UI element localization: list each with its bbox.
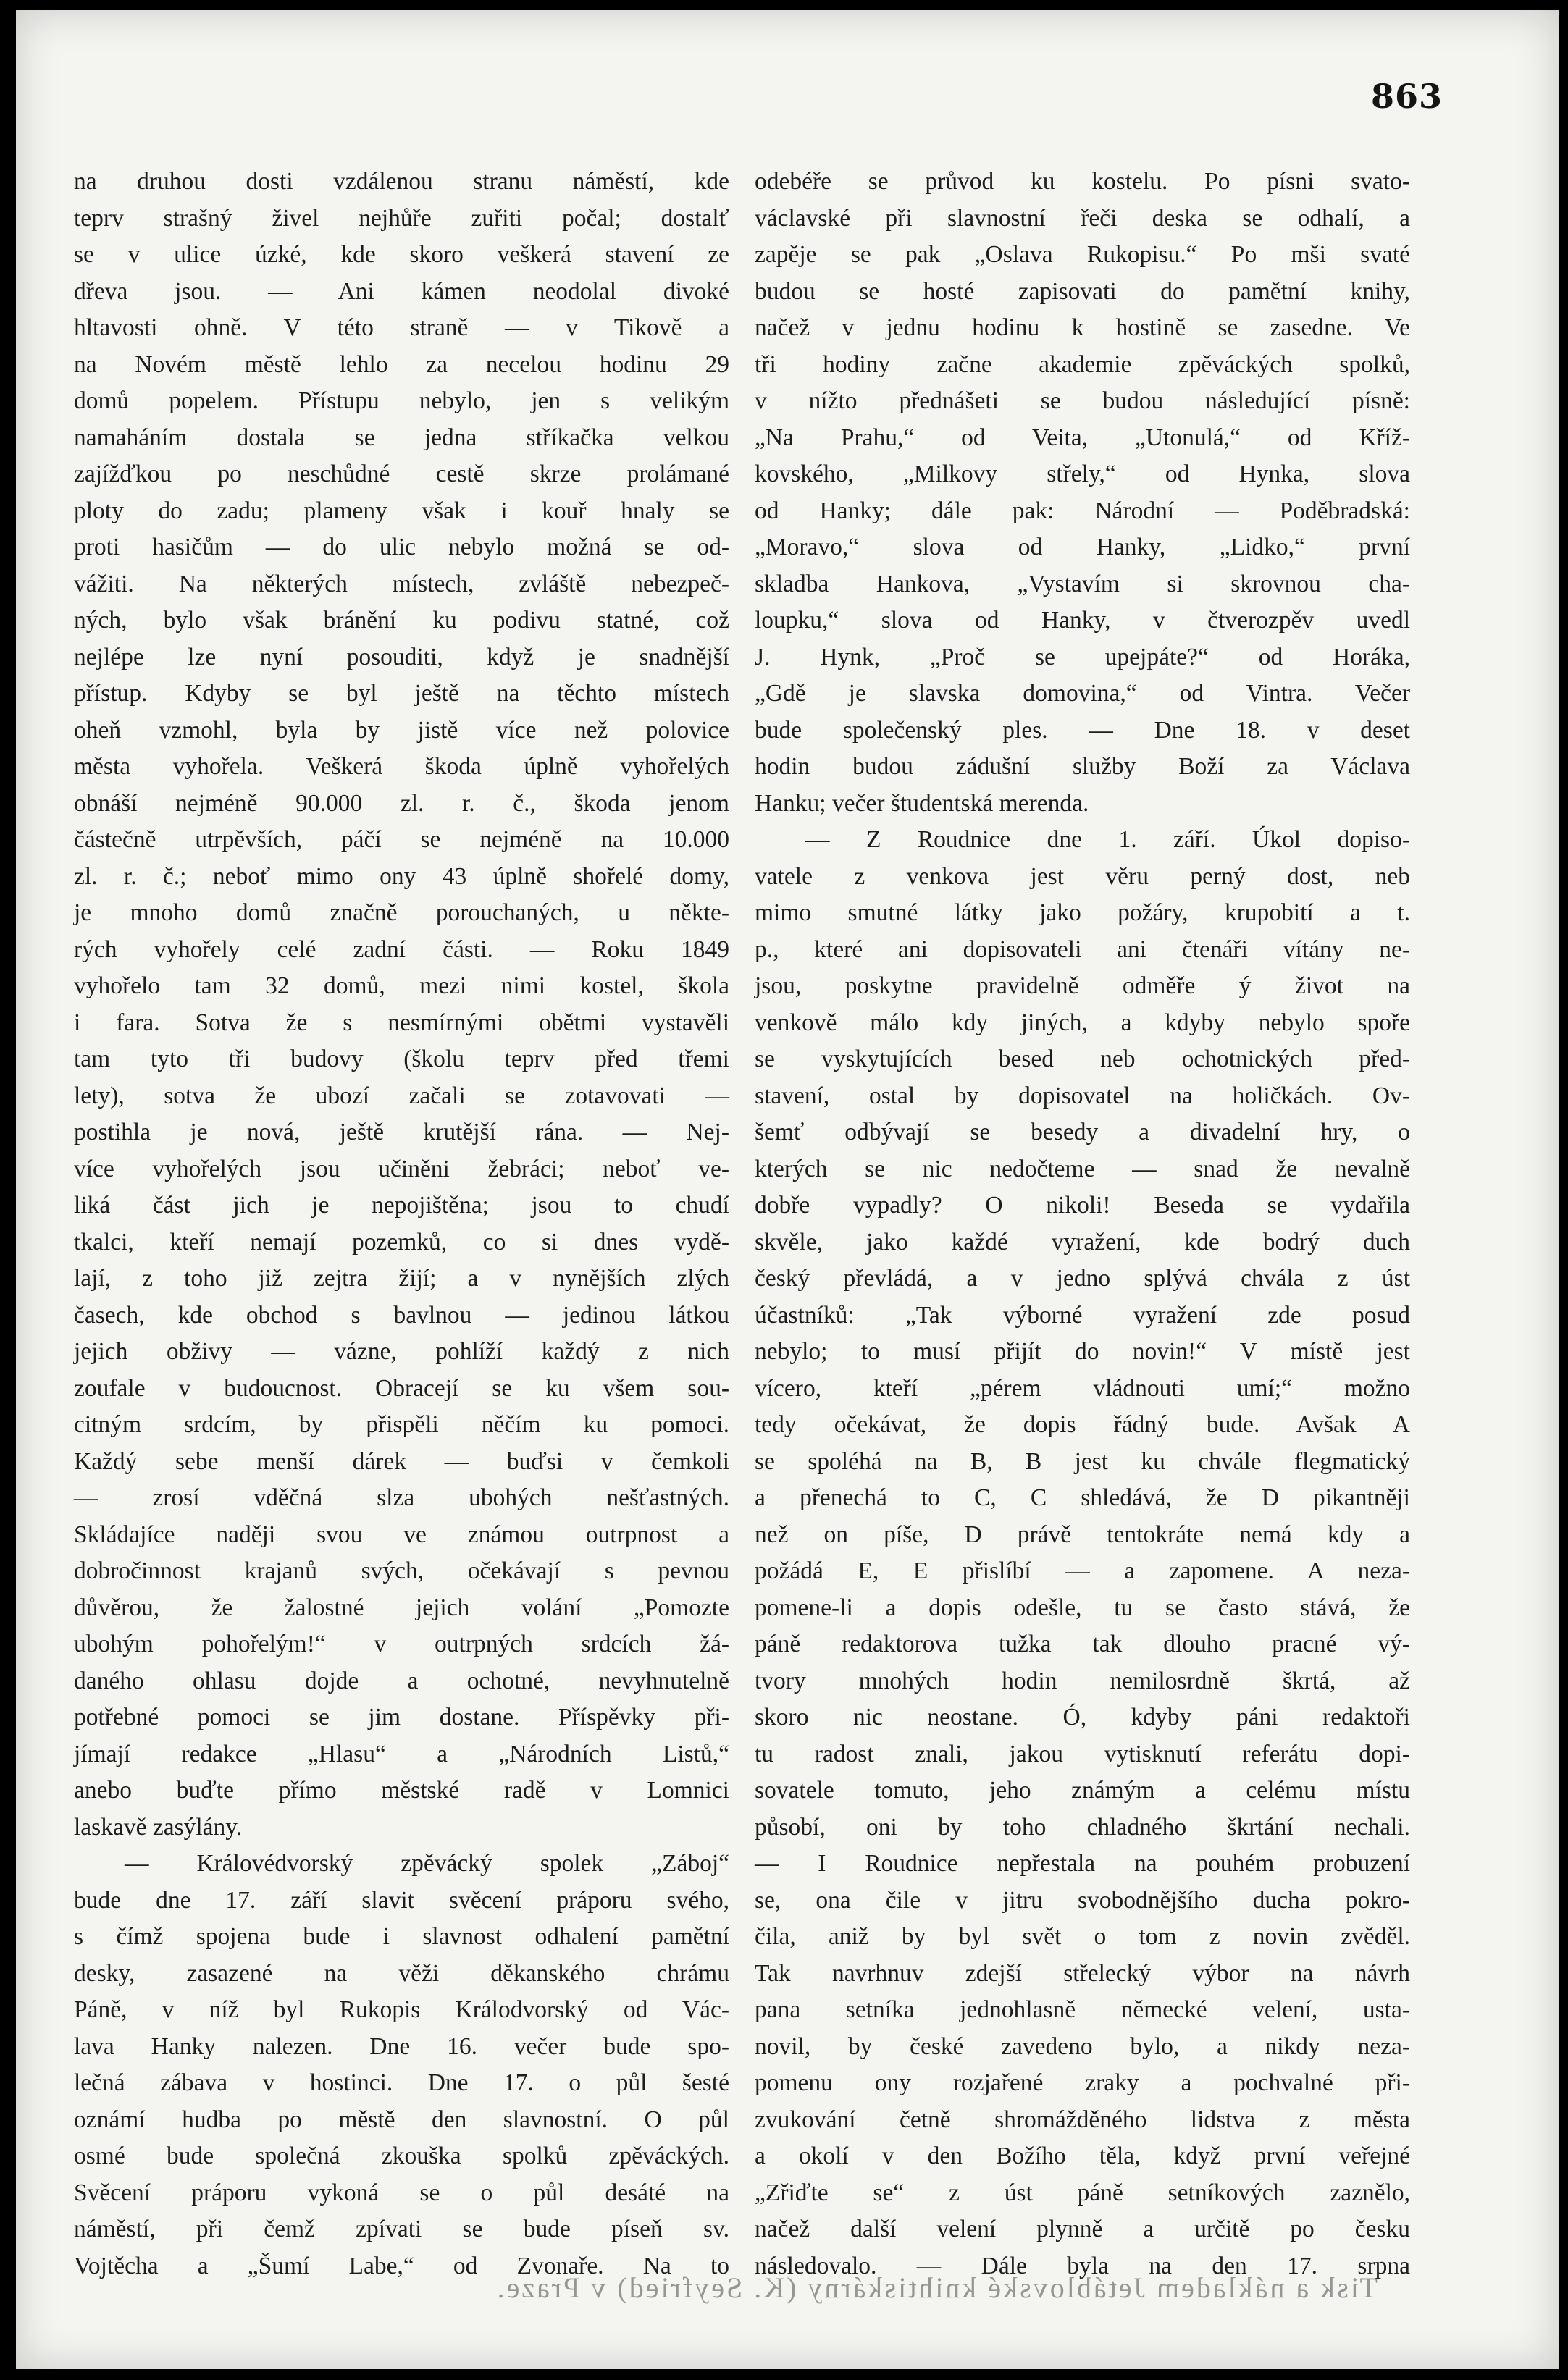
text-line: anebo buďte přímo městské radě v Lomnici	[74, 1777, 729, 1804]
text-line: než on píše, D právě tentokráte nemá kdy a	[755, 1521, 1410, 1548]
text-line: Skládajíce naději svou ve známou outrpnost a	[74, 1521, 729, 1548]
text-line: český převládá, a v jedno splývá chvála z úst	[755, 1265, 1410, 1292]
text-line: dobročinnost krajanů svých, očekávají s pevnou	[74, 1557, 729, 1584]
text-line: hltavosti ohně. V této straně — v Tikově a	[74, 314, 729, 341]
text-line: skoro nic neostane. Ó, kdyby páni redaktoři	[755, 1704, 1410, 1731]
text-line: se, ona čile v jitru svobodnějšího ducha pokro-	[755, 1886, 1410, 1914]
text-line: odebéře se průvod ku kostelu. Po písni svato-	[755, 168, 1410, 195]
text-line: zoufale v budoucnost. Obracejí se ku všem sou-	[74, 1374, 729, 1402]
text-line: p., které ani dopisovateli ani čtenáři vítány ne-	[755, 935, 1410, 963]
text-line: domů popelem. Přístupu nebylo, jen s velikým	[74, 387, 729, 414]
text-line: vyhořelo tam 32 domů, mezi nimi kostel, škola	[74, 972, 729, 999]
text-line: — I Roudnice nepřestala na pouhém probuzení	[755, 1850, 1410, 1877]
text-line: novil, by české zavedeno bylo, a nikdy neza-	[755, 2032, 1410, 2060]
text-line: zvukování četně shromážděného lidstva z města	[755, 2106, 1410, 2133]
text-line: částečně utrpěvších, páčí se nejméně na 10.000	[74, 826, 729, 853]
text-line: tvory mnohých hodin nemilosrdně škrtá, až	[755, 1667, 1410, 1694]
text-line: pomenu ony rozjařené zraky a pochvalné při-	[755, 2069, 1410, 2096]
text-line: tedy očekávat, že dopis řádný bude. Avšak A	[755, 1411, 1410, 1438]
text-line: kterých se nic nedočteme — snad že nevalně	[755, 1155, 1410, 1182]
text-line: osmé bude společná zkouška spolků zpěváckých.	[74, 2143, 729, 2169]
text-line: tu radost znali, jakou vytisknutí referátu dopi-	[755, 1740, 1410, 1767]
text-line: ploty do zadu; plameny však i kouř hnaly se	[74, 497, 729, 524]
text-line: účastníků: „Tak výborné vyražení zde posud	[755, 1301, 1410, 1329]
text-line: bude společenský ples. — Dne 18. v deset	[755, 716, 1410, 744]
text-line: důvěrou, že žalostné jejich volání „Pomozte	[74, 1594, 729, 1621]
text-line: zajížďkou po neschůdné cestě skrze prolámané	[74, 461, 729, 487]
text-line: náměstí, při čemž zpívati se bude píseň sv.	[74, 2216, 729, 2242]
text-line: páně redaktorova tužka tak dlouho pracné vý-	[755, 1631, 1410, 1657]
text-line: tam tyto tři budovy (školu teprv před třemi	[74, 1046, 729, 1072]
text-line: se spoléhá na B, B jest ku chvále flegmatický	[755, 1447, 1410, 1475]
text-line: potřebné pomoci se jim dostane. Příspěvky při-	[74, 1704, 729, 1731]
text-line: loupku,“ slova od Hanky, v čtverozpěv uvedl	[755, 607, 1410, 634]
text-line: budou se hosté zapisovati do pamětní knihy,	[755, 277, 1410, 305]
text-line: pana setníka jednohlasně německé velení, usta-	[755, 1996, 1410, 2023]
text-line: Hanku; večer študentská merenda.	[755, 789, 1089, 817]
text-line: „Moravo,“ slova od Hanky, „Lidko,“ první	[755, 534, 1410, 560]
text-line: načež další velení plynně a určitě po česku	[755, 2216, 1410, 2242]
text-line: šemť odbývají se besedy a divadelní hry, o	[755, 1119, 1410, 1145]
text-line: tři hodiny začne akademie zpěváckých spolků,	[755, 350, 1410, 378]
text-line: „Na Prahu,“ od Veita, „Utonulá,“ od Kříž-	[755, 424, 1410, 451]
text-line: působí, oni by toho chladného škrtání nechali.	[755, 1813, 1410, 1841]
text-line: i fara. Sotva že s nesmírnými obětmi vystavěli	[74, 1009, 729, 1036]
text-line: Vojtěcha a „Šumí Labe,“ od Zvonaře. Na to	[74, 2252, 729, 2279]
text-line: skladba Hankova, „Vystavím si skrovnou cha-	[755, 570, 1410, 597]
text-line: jímají redakce „Hlasu“ a „Národních Listů,“	[74, 1740, 729, 1767]
text-line: jsou, poskytne pravidelně odměře ý život na	[755, 972, 1410, 999]
text-line: rých vyhořely celé zadní části. — Roku 1849	[74, 935, 729, 963]
newspaper-page	[16, 10, 1559, 2369]
text-line: proti hasičům — do ulic nebylo možná se od-	[74, 534, 729, 560]
left-column	[74, 164, 729, 2279]
text-line: pomene-li a dopis odešle, tu se často stává, že	[755, 1594, 1410, 1621]
text-line: — Z Roudnice dne 1. září. Úkol dopiso-	[805, 826, 1410, 853]
text-line: tkalci, kteří nemají pozemků, co si dnes vydě-	[74, 1228, 729, 1256]
text-line: namaháním dostala se jedna stříkačka velkou	[74, 424, 729, 451]
page-number: 863	[1370, 77, 1443, 116]
text-line: daného ohlasu dojde a ochotné, nevyhnutelně	[74, 1667, 729, 1694]
text-line: J. Hynk, „Proč se upejpáte?“ od Horáka,	[755, 643, 1410, 670]
text-line: města vyhořela. Veškerá škoda úplně vyhořelých	[74, 753, 729, 780]
right-column	[755, 164, 1410, 2279]
text-line: lečná zábava v hostinci. Dne 17. o půl šesté	[74, 2069, 729, 2096]
text-line: požádá E, E přislíbí — a zapomene. A neza-	[755, 1557, 1410, 1584]
text-line: Svěcení práporu vykoná se o půl desáté na	[74, 2179, 729, 2206]
text-line: laskavě zasýlány.	[74, 1813, 243, 1841]
text-line: ubohým pohořelým!“ v outrpných srdcích žá-	[74, 1631, 729, 1657]
text-line: oheň vzmohl, byla by jistě více než polovice	[74, 716, 729, 744]
text-line: obnáší nejméně 90.000 zl. r. č., škoda jenom	[74, 789, 729, 817]
text-line: čila, aniž by byl svět o tom z novin zvěděl.	[755, 1923, 1410, 1950]
text-line: desky, zasazené na věži děkanského chrámu	[74, 1959, 729, 1987]
text-line: stavení, ostal by dopisovatel na holičkách. Ov-	[755, 1082, 1410, 1109]
text-line: — zrosí vděčná slza ubohých nešťastných.	[74, 1484, 729, 1511]
text-line: — Královédvorský zpěvácký spolek „Záboj“	[125, 1850, 729, 1877]
mirrored-imprint-text: Tisk a nákladem Jetáblovské knihtiskárny (K. Seyfried) v Praze.	[495, 2271, 1378, 2304]
text-line: se vyskytujících besed neb ochotnických před-	[755, 1046, 1410, 1072]
text-line: přístup. Kdyby se byl ještě na těchto místech	[74, 680, 729, 707]
text-line: dřeva jsou. — Ani kámen neodolal divoké	[74, 277, 729, 305]
text-line: lety), sotva že ubozí začali se zotavovati —	[74, 1082, 729, 1109]
text-line: v nížto přednášeti se budou následující písně:	[755, 387, 1410, 414]
text-line: Každý sebe menší dárek — buďsi v čemkoli	[74, 1447, 729, 1475]
text-line: časech, kde obchod s bavlnou — jedinou látkou	[74, 1301, 729, 1329]
text-line: lají, z toho již zejtra žijí; a v nynějších zlých	[74, 1265, 729, 1292]
text-line: václavské při slavnostní řeči deska se odhalí, a	[755, 204, 1410, 232]
text-line: nebylo; to musí přijít do novin!“ V místě jest	[755, 1338, 1410, 1365]
text-line: skvěle, jako každé vyražení, kde bodrý duch	[755, 1228, 1410, 1256]
text-line: se v ulice úzké, kde skoro veškerá stavení ze	[74, 241, 729, 268]
text-line: načež v jednu hodinu k hostině se zasedne. Ve	[755, 314, 1410, 341]
text-line: vážiti. Na některých místech, zvláště nebezpeč-	[74, 570, 729, 597]
text-line: vatele z venkova jest věru perný dost, neb	[755, 862, 1410, 890]
text-line: je mnoho domů značně porouchaných, u někte-	[74, 899, 729, 926]
text-line: následovalo. — Dále byla na den 17. srpna	[755, 2252, 1410, 2279]
text-line: liká část jich je nepojištěna; jsou to chudí	[74, 1192, 729, 1219]
text-line: zapěje se pak „Oslava Rukopisu.“ Po mši svaté	[755, 241, 1410, 268]
text-line: a okolí v den Božího těla, když první veřejné	[755, 2143, 1410, 2169]
text-line: kovského, „Milkovy střely,“ od Hynka, slova	[755, 461, 1410, 487]
text-line: Tak navrhnuv zdejší střelecký výbor na návrh	[755, 1959, 1410, 1987]
text-line: venkově málo kdy jiných, a kdyby nebylo spoře	[755, 1009, 1410, 1036]
text-line: hodin budou zádušní služby Boží za Václava	[755, 753, 1410, 780]
text-line: zl. r. č.; neboť mimo ony 43 úplně shořelé domy,	[74, 862, 729, 890]
text-line: sovatele tomuto, jeho známým a celému místu	[755, 1777, 1410, 1804]
text-line: teprv strašný živel nejhůře zuřiti počal; dostalť	[74, 204, 729, 232]
text-line: nejlépe lze nyní posouditi, když je snadnější	[74, 643, 729, 670]
text-line: od Hanky; dále pak: Národní — Poděbradská:	[755, 497, 1410, 524]
text-line: oznámí hudba po městě den slavnostní. O půl	[74, 2106, 729, 2133]
text-line: mimo smutné látky jako požáry, krupobití a t.	[755, 899, 1410, 926]
text-line: citným srdcím, by přispěli něčím ku pomoci.	[74, 1411, 729, 1438]
text-line: s čímž spojena bude i slavnost odhalení pamětní	[74, 1923, 729, 1950]
text-line: ných, bylo však bránění ku podivu statné, což	[74, 607, 729, 634]
text-line: „Zřiďte se“ z úst páně setníkových zaznělo,	[755, 2179, 1410, 2206]
text-line: na Novém městě lehlo za necelou hodinu 29	[74, 350, 729, 378]
text-line: postihla je nová, ještě krutější rána. — Nej-	[74, 1119, 729, 1145]
text-line: jejich obživy — vázne, pohlíží každý z nich	[74, 1338, 729, 1365]
text-line: vícero, kteří „pérem vládnouti umí;“ možno	[755, 1374, 1410, 1402]
text-line: na druhou dosti vzdálenou stranu náměstí, kde	[74, 168, 729, 195]
text-line: více vyhořelých jsou učiněni žebráci; neboť ve-	[74, 1155, 729, 1182]
text-line: Páně, v níž byl Rukopis Králodvorský od Vác-	[74, 1996, 729, 2023]
text-line: lava Hanky nalezen. Dne 16. večer bude spo-	[74, 2032, 729, 2060]
text-line: dobře vypadly? O nikoli! Beseda se vydařila	[755, 1192, 1410, 1219]
text-line: a přenechá to C, C shledává, že D pikantněji	[755, 1484, 1410, 1511]
text-line: bude dne 17. září slavit svěcení práporu svého,	[74, 1886, 729, 1914]
text-line: „Gdě je slavska domovina,“ od Vintra. Večer	[755, 680, 1410, 707]
